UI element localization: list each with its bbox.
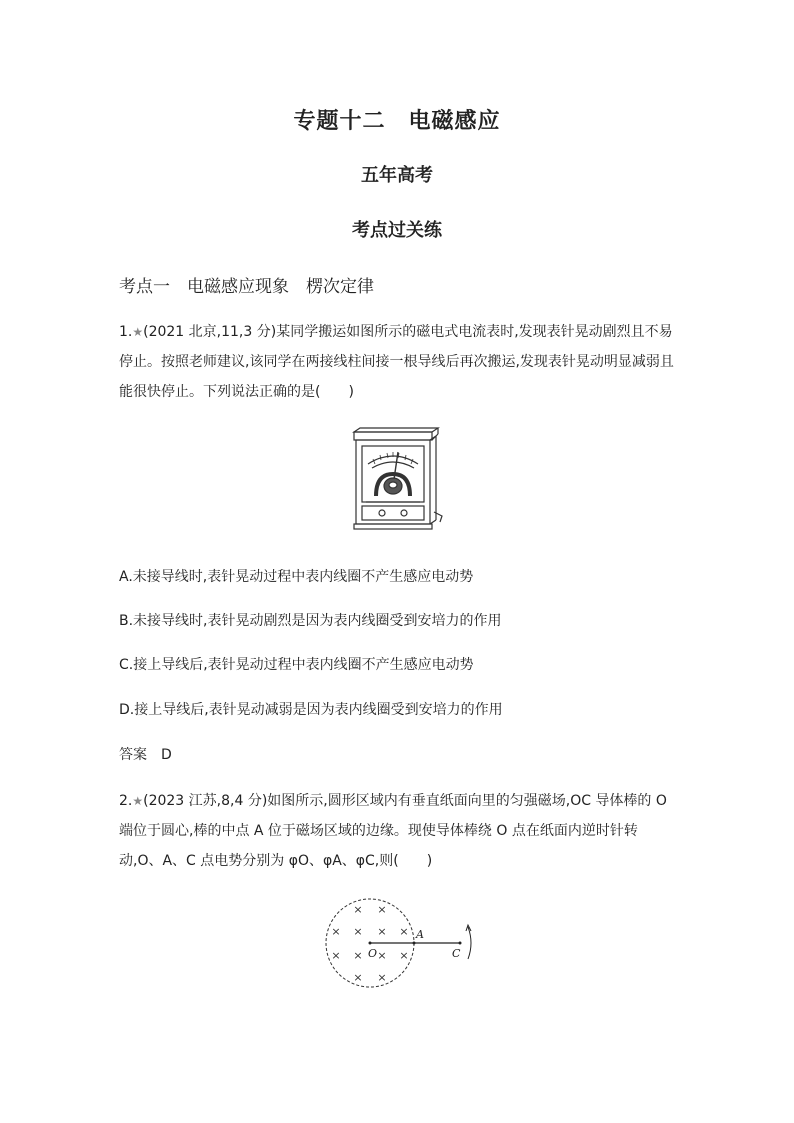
label-a: A: [416, 928, 424, 941]
field-diagram: [318, 893, 478, 993]
subtitle-five-years: 五年高考: [361, 165, 433, 186]
field-cross-mark: ×: [377, 925, 387, 938]
label-c: C: [452, 947, 461, 960]
question-2-text: (2023 江苏,8,4 分)如图所示,圆形区域内有垂直纸面向里的匀强磁场,OC 导体棒的 O 端位于圆心,棒的中点 A 位于磁场区域的边缘。现使导体棒绕 O 点在纸面内逆时针转动,O、A、C 点电势分别为 φO、φA、φC,则( ): [119, 793, 667, 869]
star-icon: ★: [132, 325, 144, 339]
field-cross-mark: ×: [399, 925, 409, 938]
field-cross-mark: ×: [377, 971, 387, 984]
label-o: O: [368, 947, 378, 960]
field-cross-mark: ×: [331, 925, 341, 938]
subtitle-practice: 考点过关练: [352, 220, 442, 241]
question-1-number: 1.: [119, 324, 133, 340]
field-cross-mark: ×: [377, 903, 387, 916]
question-2: [119, 786, 679, 876]
question-1: [119, 317, 679, 407]
field-cross-mark: ×: [331, 949, 341, 962]
field-cross-mark: ×: [399, 949, 409, 962]
section-heading: 考点一 电磁感应现象 楞次定律: [119, 277, 374, 297]
field-cross-mark: ×: [353, 949, 363, 962]
page-title: 专题十二 电磁感应: [293, 109, 501, 134]
field-cross-mark: ×: [353, 925, 363, 938]
galvanometer-figure: [348, 426, 448, 542]
field-cross-mark: ×: [353, 903, 363, 916]
option-d: D.接上导线后,表针晃动减弱是因为表内线圈受到安培力的作用: [119, 702, 503, 718]
option-a: A.未接导线时,表针晃动过程中表内线圈不产生感应电动势: [119, 569, 474, 585]
magnetic-field-figure: [318, 893, 478, 997]
star-icon: ★: [132, 794, 144, 808]
option-b: B.未接导线时,表针晃动剧烈是因为表内线圈受到安培力的作用: [119, 613, 502, 629]
field-cross-mark: ×: [377, 949, 387, 962]
question-1-text: (2021 北京,11,3 分)某同学搬运如图所示的磁电式电流表时,发现表针晃动剧烈且不易停止。按照老师建议,该同学在两接线柱间接一根导线后再次搬运,发现表针晃动明显减弱且能很快停止。下列说法正确的是( ): [119, 324, 674, 400]
option-c: C.接上导线后,表针晃动过程中表内线圈不产生感应电动势: [119, 657, 474, 673]
question-2-number: 2.: [119, 793, 133, 809]
field-cross-mark: ×: [353, 971, 363, 984]
answer: 答案 D: [119, 747, 172, 763]
galvanometer-drawing: [348, 426, 448, 538]
